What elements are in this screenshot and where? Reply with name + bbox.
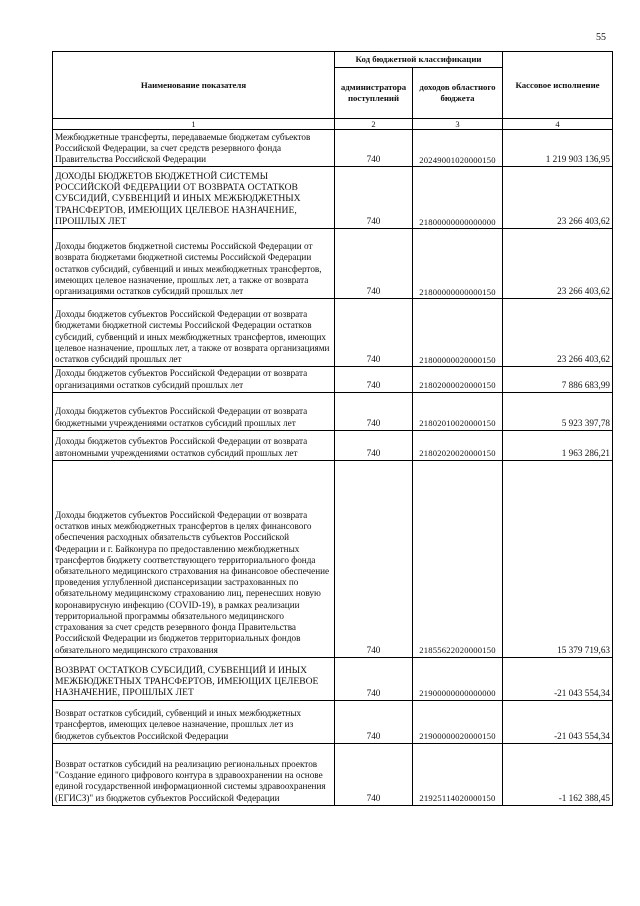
table-row <box>53 130 613 167</box>
column-numbers-row <box>53 119 613 130</box>
row-admin-code: 740 <box>335 392 413 430</box>
row-amount: 7 886 683,99 <box>503 367 613 392</box>
kbk-header: Код бюджетной классификации <box>335 52 503 68</box>
income-header: доходов областного бюджета <box>413 68 503 119</box>
row-amount: 23 266 403,62 <box>503 229 613 299</box>
table-row <box>53 367 613 392</box>
row-admin-code: 740 <box>335 743 413 805</box>
row-admin-code: 740 <box>335 657 413 700</box>
row-admin-code: 740 <box>335 130 413 167</box>
table-row <box>53 460 613 657</box>
table-row <box>53 167 613 229</box>
row-admin-code: 740 <box>335 167 413 229</box>
budget-table <box>52 51 613 806</box>
row-amount: 1 963 286,21 <box>503 430 613 460</box>
row-name: Возврат остатков субсидий на реализацию региональных проектов "Создание единого цифрового контура в здравоохранении на основе единой государственной информационной системы здравоохранения (ЕГИСЗ)" из бюджетов субъектов Российской Федерации <box>53 743 335 805</box>
row-income-code: 21900000020000150 <box>413 700 503 743</box>
row-amount: -1 162 388,45 <box>503 743 613 805</box>
row-admin-code: 740 <box>335 460 413 657</box>
row-name: Доходы бюджетов субъектов Российской Федерации от возврата организациями остатков субсидий прошлых лет <box>53 367 335 392</box>
row-income-code: 20249001020000150 <box>413 130 503 167</box>
row-amount: -21 043 554,34 <box>503 700 613 743</box>
table-row <box>53 229 613 299</box>
row-amount: 23 266 403,62 <box>503 167 613 229</box>
row-income-code: 21800000000000000 <box>413 167 503 229</box>
row-name: ВОЗВРАТ ОСТАТКОВ СУБСИДИЙ, СУБВЕНЦИЙ И ИНЫХ МЕЖБЮДЖЕТНЫХ ТРАНСФЕРТОВ, ИМЕЮЩИХ ЦЕЛЕВОЕ НАЗНАЧЕНИЕ, ПРОШЛЫХ ЛЕТ <box>53 657 335 700</box>
row-income-code: 21855622020000150 <box>413 460 503 657</box>
row-amount: 5 923 397,78 <box>503 392 613 430</box>
row-amount: 15 379 719,63 <box>503 460 613 657</box>
row-admin-code: 740 <box>335 700 413 743</box>
row-admin-code: 740 <box>335 229 413 299</box>
row-income-code: 21802010020000150 <box>413 392 503 430</box>
page-number: 55 <box>596 32 606 43</box>
row-income-code: 21800000020000150 <box>413 299 503 367</box>
col-number-2: 2 <box>335 119 413 130</box>
table-row <box>53 392 613 430</box>
row-admin-code: 740 <box>335 367 413 392</box>
table-row <box>53 743 613 805</box>
row-name: Межбюджетные трансферты, передаваемые бюджетам субъектов Российской Федерации, за счет средств резервного фонда Правительства Российской Федерации <box>53 130 335 167</box>
table-row <box>53 700 613 743</box>
row-name: Возврат остатков субсидий, субвенций и иных межбюджетных трансфертов, имеющих целевое назначение, прошлых лет из бюджетов субъектов Российской Федерации <box>53 700 335 743</box>
col-number-3: 3 <box>413 119 503 130</box>
table-row <box>53 299 613 367</box>
table-row <box>53 657 613 700</box>
table-row <box>53 430 613 460</box>
row-amount: 23 266 403,62 <box>503 299 613 367</box>
row-admin-code: 740 <box>335 430 413 460</box>
cash-execution-header: Кассовое исполнение <box>503 52 613 119</box>
admin-header: администратора поступлений <box>335 68 413 119</box>
row-income-code: 21802020020000150 <box>413 430 503 460</box>
row-name: Доходы бюджетов субъектов Российской Федерации от возврата автономными учреждениями остатков субсидий прошлых лет <box>53 430 335 460</box>
row-income-code: 21900000000000000 <box>413 657 503 700</box>
row-name: Доходы бюджетов субъектов Российской Федерации от возврата остатков иных межбюджетных трансфертов в целях финансового обеспечения расходных обязательств субъектов Российской Федерации и г. Байконура по предоставлению межбюджетных трансфертов бюджету соответствующего территориального фонда обязательного медицинского страхования на финансовое обеспечение проведения углубленной диспансеризации застрахованных по обязательному медицинскому страхованию лиц, перенесших новую коронавирусную инфекцию (COVID-19), в рамках реализации территориальной программы обязательного медицинского страхования за счет средств резервного фонда Правительства Российской Федерации из бюджетов территориальных фондов обязательного медицинского страхования <box>53 460 335 657</box>
row-income-code: 21802000020000150 <box>413 367 503 392</box>
row-name: Доходы бюджетов бюджетной системы Российской Федерации от возврата бюджетами бюджетной системы Российской Федерации остатков субсидий, субвенций и иных межбюджетных трансфертов, имеющих целевое назначение, прошлых лет, а также от возврата организациями остатков субсидий прошлых лет <box>53 229 335 299</box>
row-admin-code: 740 <box>335 299 413 367</box>
col-number-4: 4 <box>503 119 613 130</box>
indicator-header: Наименование показателя <box>53 52 335 119</box>
row-income-code: 21925114020000150 <box>413 743 503 805</box>
row-income-code: 21800000000000150 <box>413 229 503 299</box>
row-name: ДОХОДЫ БЮДЖЕТОВ БЮДЖЕТНОЙ СИСТЕМЫ РОССИЙСКОЙ ФЕДЕРАЦИИ ОТ ВОЗВРАТА ОСТАТКОВ СУБСИДИЙ, СУБВЕНЦИЙ И ИНЫХ МЕЖБЮДЖЕТНЫХ ТРАНСФЕРТОВ, ИМЕЮЩИХ ЦЕЛЕВОЕ НАЗНАЧЕНИЕ, ПРОШЛЫХ ЛЕТ <box>53 167 335 229</box>
row-name: Доходы бюджетов субъектов Российской Федерации от возврата бюджетами бюджетной системы Российской Федерации остатков субсидий, субвенций и иных межбюджетных трансфертов, имеющих целевое назначение, прошлых лет, а также от возврата организациями остатков субсидий прошлых лет <box>53 299 335 367</box>
row-amount: 1 219 903 136,95 <box>503 130 613 167</box>
row-name: Доходы бюджетов субъектов Российской Федерации от возврата бюджетными учреждениями остатков субсидий прошлых лет <box>53 392 335 430</box>
row-amount: -21 043 554,34 <box>503 657 613 700</box>
col-number-1: 1 <box>53 119 335 130</box>
